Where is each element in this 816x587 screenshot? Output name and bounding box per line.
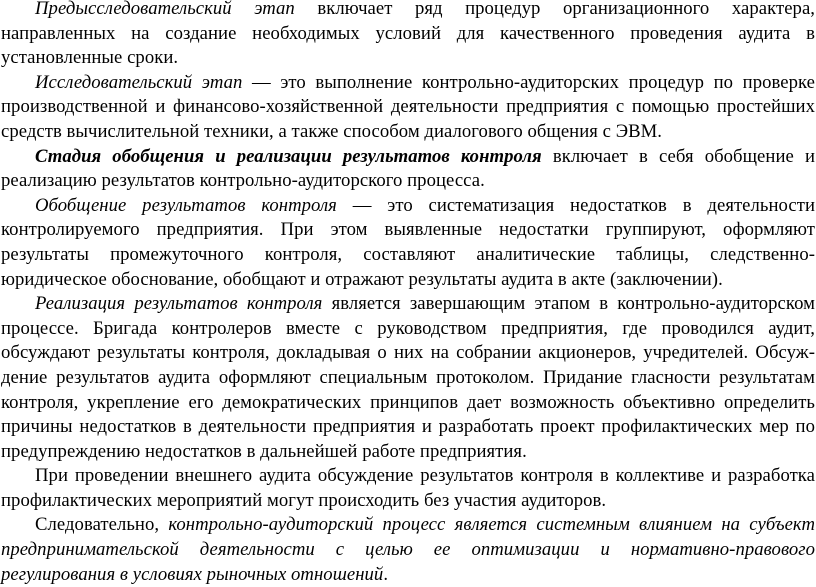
paragraph-pre-research-stage [1,0,815,71]
paragraph-text: является завершающим этапом в контрольно-аудиторском процессе. Бригада контролеров вместе с руководством предприятия, где проводился аудит, обсуждают результаты контроля, докладывая о них на собрании акционеров, учредителей. Обсуж-дение результатов аудита оформляют специальным протоколом. Придание гласности результатам контроля, укрепление его демократических принципов дает возможность объективно определить причины недостатков в деятельности предприятия и разработать проект профилактических мер по предупреждению недостатков в дальнейшей работе предприятия. [1,293,815,462]
paragraph-text: — это систематизация недостатков в деятельности контролируемого предприятия. При этом выявленные недостатки группируют, оформляют результаты промежуточного контроля, составляют аналитические таблицы, следственно-юридическое обоснование, обобщают и отражают результаты аудита в акте (заключении). [1,194,815,290]
term-generalization: Обобщение результатов контроля [35,194,337,216]
paragraph-text: включает в себя обобщение и реализацию результатов контрольно-аудиторского процесса. [1,145,815,192]
paragraph-external-audit [1,464,815,513]
conclusion-lead: Следовательно, [35,514,169,536]
term-research-stage: Исследовательский этап [35,71,243,93]
paragraph-text: — это выполнение контрольно-аудиторских процедур по проверке производственной и финансово-хозяйственной деятельности предприятия с помощью простейших средств вычислительной техники, а также способом диалогового общения с ЭВМ. [1,71,816,142]
paragraph-generalization [1,194,815,292]
term-implementation: Реализация результатов контроля [35,293,323,315]
conclusion-end: . [383,563,389,585]
term-pre-research-stage: Предысследовательский этап [35,0,295,19]
paragraph-conclusion [1,513,815,587]
paragraph-summary-stage [1,145,815,194]
paragraph-implementation [1,292,815,464]
paragraph-text: При проведении внешнего аудита обсуждение результатов контроля в коллективе и разработка профилактических мероприятий могут происходить без участия аудиторов. [1,465,815,511]
term-summary-stage: Стадия обобщения и реализации результатов контроля [35,145,542,167]
paragraph-research-stage [1,71,815,145]
paragraph-text: включает ряд процедур организационного характера, направленных на создание необходимых условий для качественного проведения аудита в установленные сроки. [1,0,816,69]
conclusion-emphasis: контрольно-аудиторский процесс является системным влиянием на субъект предпринимательской деятельности с целью ее оптимизации и нормативно-правового регулирования в условиях рыночных отношений [1,514,815,585]
